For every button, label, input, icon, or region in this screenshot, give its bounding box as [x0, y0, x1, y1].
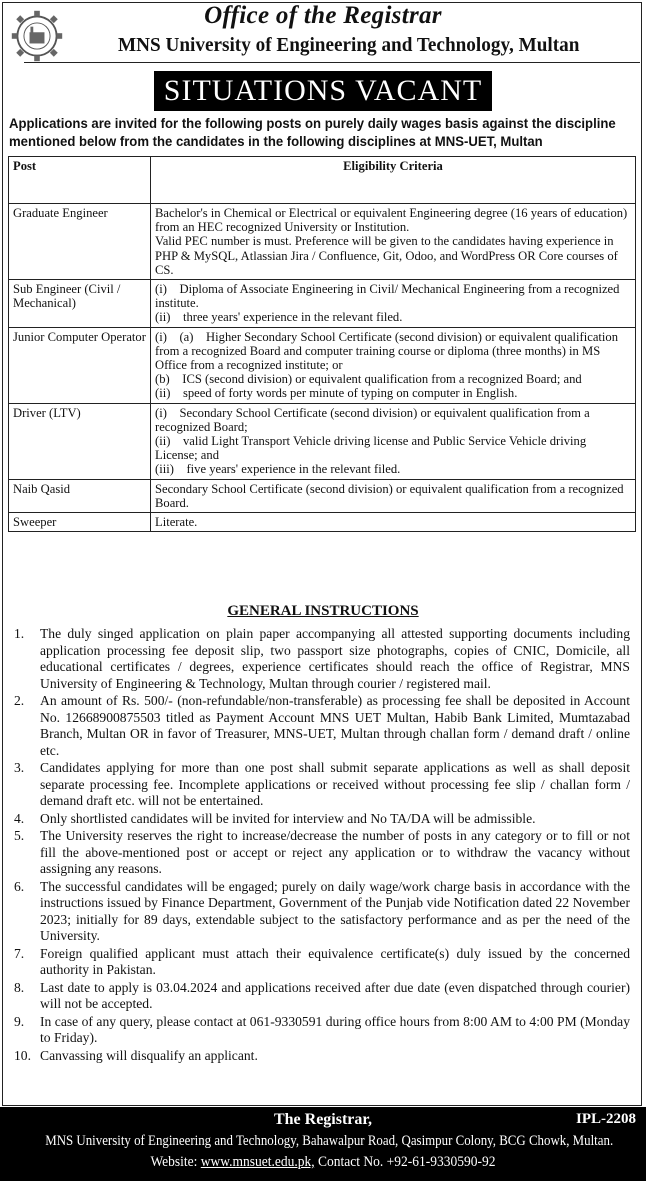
instruction-text: The University reserves the right to increase/decrease the number of posts in any category or to fill or not fill the above-mentioned post or accept or reject any application or to withdraw the vacancy without assigning any reasons.: [40, 828, 630, 876]
criteria-line: Literate.: [155, 515, 198, 530]
post-name: Sub Engineer (Civil / Mechanical): [9, 280, 151, 328]
criteria-line: (ii) speed of forty words per minute of typing on computer in English.: [155, 386, 518, 401]
criteria-line: (ii) valid Light Transport Vehicle driving license and Public Service Vehicle driving License; and: [155, 434, 587, 463]
header-eligibility: Eligibility Criteria: [151, 157, 636, 204]
instruction-text: The duly singed application on plain paper accompanying all attested supporting documents including application processing fee deposit slip, two passport size photographs, copies of CNIC, Domicile, all educational certificates / degrees, experience certificates should reach the office of Registrar, MNS University of Engineering & Technology, Multan through courier / registered mail.: [40, 626, 630, 691]
general-instructions-heading: GENERAL INSTRUCTIONS: [227, 603, 419, 619]
instruction-number: 1.: [14, 626, 25, 641]
table-row: [9, 204, 636, 280]
eligibility-table: [8, 156, 636, 532]
intro-paragraph: Applications are invited for the following posts on purely daily wages basis against the discipline mentioned below from the candidates in the following disciplines at MNS-UET, Multan: [9, 116, 616, 149]
eligibility-criteria: [151, 327, 636, 403]
office-title: Office of the Registrar: [204, 2, 442, 29]
instruction-number: 3.: [14, 760, 25, 775]
contact-number: Contact No. +92-61-9330590-92: [318, 1154, 496, 1170]
criteria-line: Valid PEC number is must. Preference will be given to the candidates having experience in PHP & MySQL, Atlassian Jira / Confluence, Git, Odoo, and WordPress OR Core courses of CS.: [155, 234, 618, 277]
criteria-line: (b) ICS (second division) or equivalent qualification from a recognized Board; and: [155, 372, 582, 387]
university-name: MNS University of Engineering and Technology, Multan: [118, 34, 580, 56]
instruction-item: [14, 946, 630, 979]
table-header-row: [9, 157, 636, 204]
instruction-number: 10.: [14, 1047, 31, 1063]
instruction-text: The successful candidates will be engaged; purely on daily wage/work charge basis in accordance with the instructions issued by Finance Department, Government of the Punjab vide Notification dated 22 November 2023; initially for 89 days, extendable subject to the satisfactory performance and as per the need of the University.: [40, 878, 630, 943]
post-name: Naib Qasid: [9, 479, 151, 512]
eligibility-criteria: [151, 513, 636, 532]
instruction-text: Canvassing will disqualify an applicant.: [40, 1047, 258, 1063]
instruction-number: 8.: [14, 979, 25, 995]
criteria-line: (iii) five years' experience in the relevant filed.: [155, 462, 401, 477]
instruction-text: Candidates applying for more than one post shall submit separate applications as well as shall deposit separate processing fee. Incomplete applications or received without processing fee slip / challan form / demand draft etc. will not be entertained.: [40, 760, 630, 808]
criteria-line: Bachelor's in Chemical or Electrical or equivalent Engineering degree (16 years of education) from an HEC recognized University or Institution.: [155, 206, 628, 235]
instruction-number: 2.: [14, 693, 25, 708]
instruction-number: 6.: [14, 878, 25, 894]
post-name: Driver (LTV): [9, 403, 151, 479]
instruction-text: Only shortlisted candidates will be invited for interview and No TA/DA will be admissible.: [40, 810, 536, 826]
instruction-item: [14, 879, 630, 945]
footer-bar: [0, 1107, 646, 1181]
website-link[interactable]: www.mnsuet.edu.pk,: [200, 1154, 315, 1170]
eligibility-criteria: [151, 280, 636, 328]
instruction-number: 5.: [14, 828, 25, 843]
post-name: Junior Computer Operator: [9, 327, 151, 403]
table-row: [9, 327, 636, 403]
instruction-item: [14, 811, 630, 828]
eligibility-criteria: [151, 479, 636, 512]
header-divider: [24, 62, 640, 63]
instruction-item: [14, 760, 630, 810]
instruction-text: Foreign qualified applicant must attach their equivalence certificate(s) duly issued by the concerned authority in Pakistan.: [40, 945, 630, 977]
instruction-item: [14, 1014, 630, 1047]
instruction-item: [14, 693, 630, 759]
criteria-line: (i) Secondary School Certificate (second division) or equivalent qualification from a recognized Board;: [155, 405, 590, 434]
footer-contact-line: [32, 1154, 613, 1171]
header-post: Post: [9, 157, 151, 204]
instruction-item: [14, 980, 630, 1013]
instruction-number: 9.: [14, 1013, 25, 1029]
ad-code: IPL-2208: [576, 1111, 636, 1127]
table-row: [9, 513, 636, 532]
footer-address: MNS University of Engineering and Technology, Bahawalpur Road, Qasimpur Colony, BCG Chowk, Multan.: [45, 1133, 614, 1149]
eligibility-criteria: [151, 204, 636, 280]
instruction-number: 4.: [14, 810, 25, 826]
table-row: [9, 403, 636, 479]
criteria-line: (i) (a) Higher Secondary School Certificate (second division) or equivalent qualification from a recognized Board and computer training course or diploma (three months) in MS Office from a recognized institute; or: [155, 329, 619, 373]
post-name: Graduate Engineer: [9, 204, 151, 280]
instruction-text: Last date to apply is 03.04.2024 and applications received after due date (even dispatched through courier) will not be accepted.: [40, 979, 630, 1011]
eligibility-criteria: [151, 403, 636, 479]
instruction-text: An amount of Rs. 500/- (non-refundable/non-transferable) as processing fee shall be deposited in Account No. 12668900875503 titled as Payment Account MNS UET Multan, Habib Bank Limited, Mumtazabad Branch, Multan OR in favor of Treasurer, MNS-UET, Multan through challan form / demand draft / online etc.: [40, 693, 630, 758]
instruction-text: In case of any query, please contact at 061-9330591 during office hours from 8:00 AM to 4:00 PM (Monday to Friday).: [40, 1013, 630, 1045]
criteria-line: (i) Diploma of Associate Engineering in Civil/ Mechanical Engineering from a recognized institute.: [155, 282, 620, 311]
table-row: [9, 280, 636, 328]
instruction-number: 7.: [14, 945, 25, 961]
situations-vacant-banner: SITUATIONS VACANT: [154, 71, 492, 111]
criteria-line: Secondary School Certificate (second division) or equivalent qualification from a recognized Board.: [155, 481, 624, 510]
criteria-line: (ii) three years' experience in the relevant filed.: [155, 310, 403, 325]
instruction-item: [14, 828, 630, 878]
post-name: Sweeper: [9, 513, 151, 532]
instruction-item: [14, 626, 630, 692]
website-label: Website:: [150, 1154, 198, 1170]
footer-signatory: The Registrar,: [273, 1111, 373, 1128]
table-row: [9, 479, 636, 512]
instruction-item: [14, 1048, 630, 1065]
instructions-list: [14, 626, 630, 1065]
